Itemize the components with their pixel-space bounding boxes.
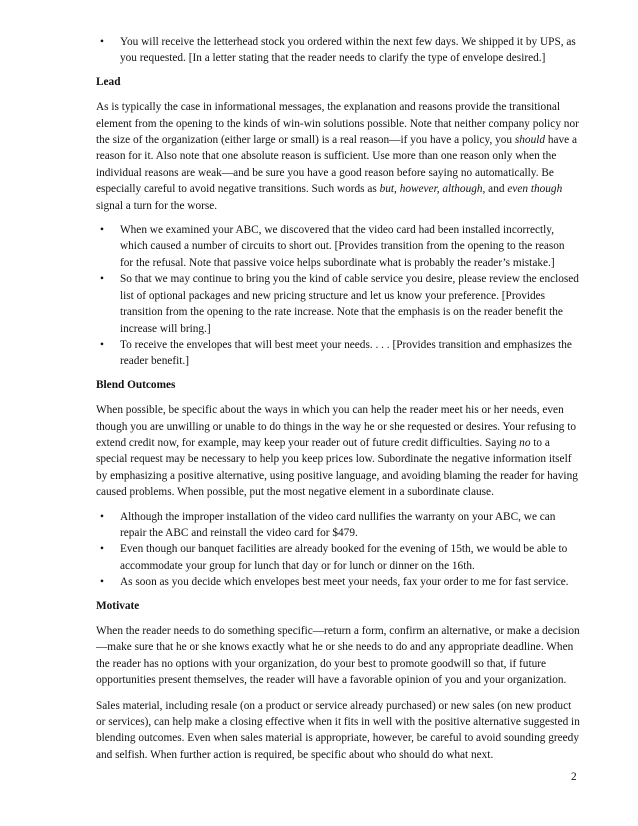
lead-paragraph: As is typically the case in informational messages, the explanation and reasons provide the transitional element from the opening to the kinds of win-win solutions possible. Note that neither company policy nor the size of the organization (either large or small) is a real reason—if you have a policy, you should have a reason for it. Also note that one absolute reason is sufficient. Use more than one reason only when the individual reasons are weak—and be sure you have a good reason before saying no automatically. Be especially careful to avoid negative transitions. Such words as but, however, although, and even though signal a turn for the worse. (96, 101, 579, 212)
list-item: • To receive the envelopes that will best meet your needs. . . . [Provides transition and emphasizes the reader benefit.] (96, 337, 580, 370)
list-item: • You will receive the letterhead stock you ordered within the next few days. We shipped it by UPS, as you requested. [In a letter stating that the reader needs to clarify the type of envelope desired.] (96, 34, 580, 67)
document-page (96, 34, 580, 763)
section-heading-motivate: Motivate (96, 599, 140, 612)
intro-bullet-list (96, 34, 580, 67)
list-item: • So that we may continue to bring you the kind of cable service you desire, please review the enclosed list of optional packages and new pricing structure and let us know your preference. [Provides transition from the opening to the rate increase. Note that the emphasis is on the reader benefit the increase will bring.] (96, 271, 580, 337)
section-heading-lead: Lead (96, 75, 121, 88)
list-item: • Even though our banquet facilities are already booked for the evening of 15th, we would be able to accommodate your group for lunch that day or for lunch or dinner on the 16th. (96, 541, 580, 574)
page-number: 2 (571, 771, 577, 783)
blend-paragraph: When possible, be specific about the ways in which you can help the reader meet his or her needs, even though you are unwilling or unable to do things in the way he or she requested or desires. Your refusing to extend credit now, for example, may keep your reader out of future credit difficulties. Saying no to a special request may be necessary to help you keep prices low. Subordinate the negative information itself by emphasizing a positive alternative, using positive language, and avoiding blaming the reader for having caused problems. When possible, put the most negative element in a subordinate clause. (96, 404, 578, 499)
blend-bullet-list (96, 509, 580, 591)
section-heading-blend-outcomes: Blend Outcomes (96, 378, 176, 391)
motivate-paragraph-2: Sales material, including resale (on a product or service already purchased) or new sales (on new product or services), can help make a closing effective when it fits in well with the positive alternative suggested in blending outcomes. Even when sales material is appropriate, however, be careful to avoid sounding greedy and selfish. When further action is required, be specific about who should do what next. (96, 699, 580, 761)
lead-bullet-list (96, 222, 580, 370)
motivate-paragraph-1: When the reader needs to do something specific—return a form, confirm an alternative, or make a decision—make sure that he or she knows exactly what he or she needs to do and any appropriate deadline. When the reader has no options with your organization, do your best to promote goodwill so that, if future opportunities present themselves, the reader will have a favorable opinion of you and your organization. (96, 625, 580, 687)
list-item: • Although the improper installation of the video card nullifies the warranty on your ABC, we can repair the ABC and reinstall the video card for $479. (96, 509, 580, 542)
list-item: • When we examined your ABC, we discovered that the video card had been installed incorrectly, which caused a number of circuits to short out. [Provides transition from the opening to the reason for the refusal. Note that passive voice helps subordinate what is probably the reader’s mistake.] (96, 222, 580, 271)
list-item: • As soon as you decide which envelopes best meet your needs, fax your order to me for fast service. (96, 574, 580, 590)
